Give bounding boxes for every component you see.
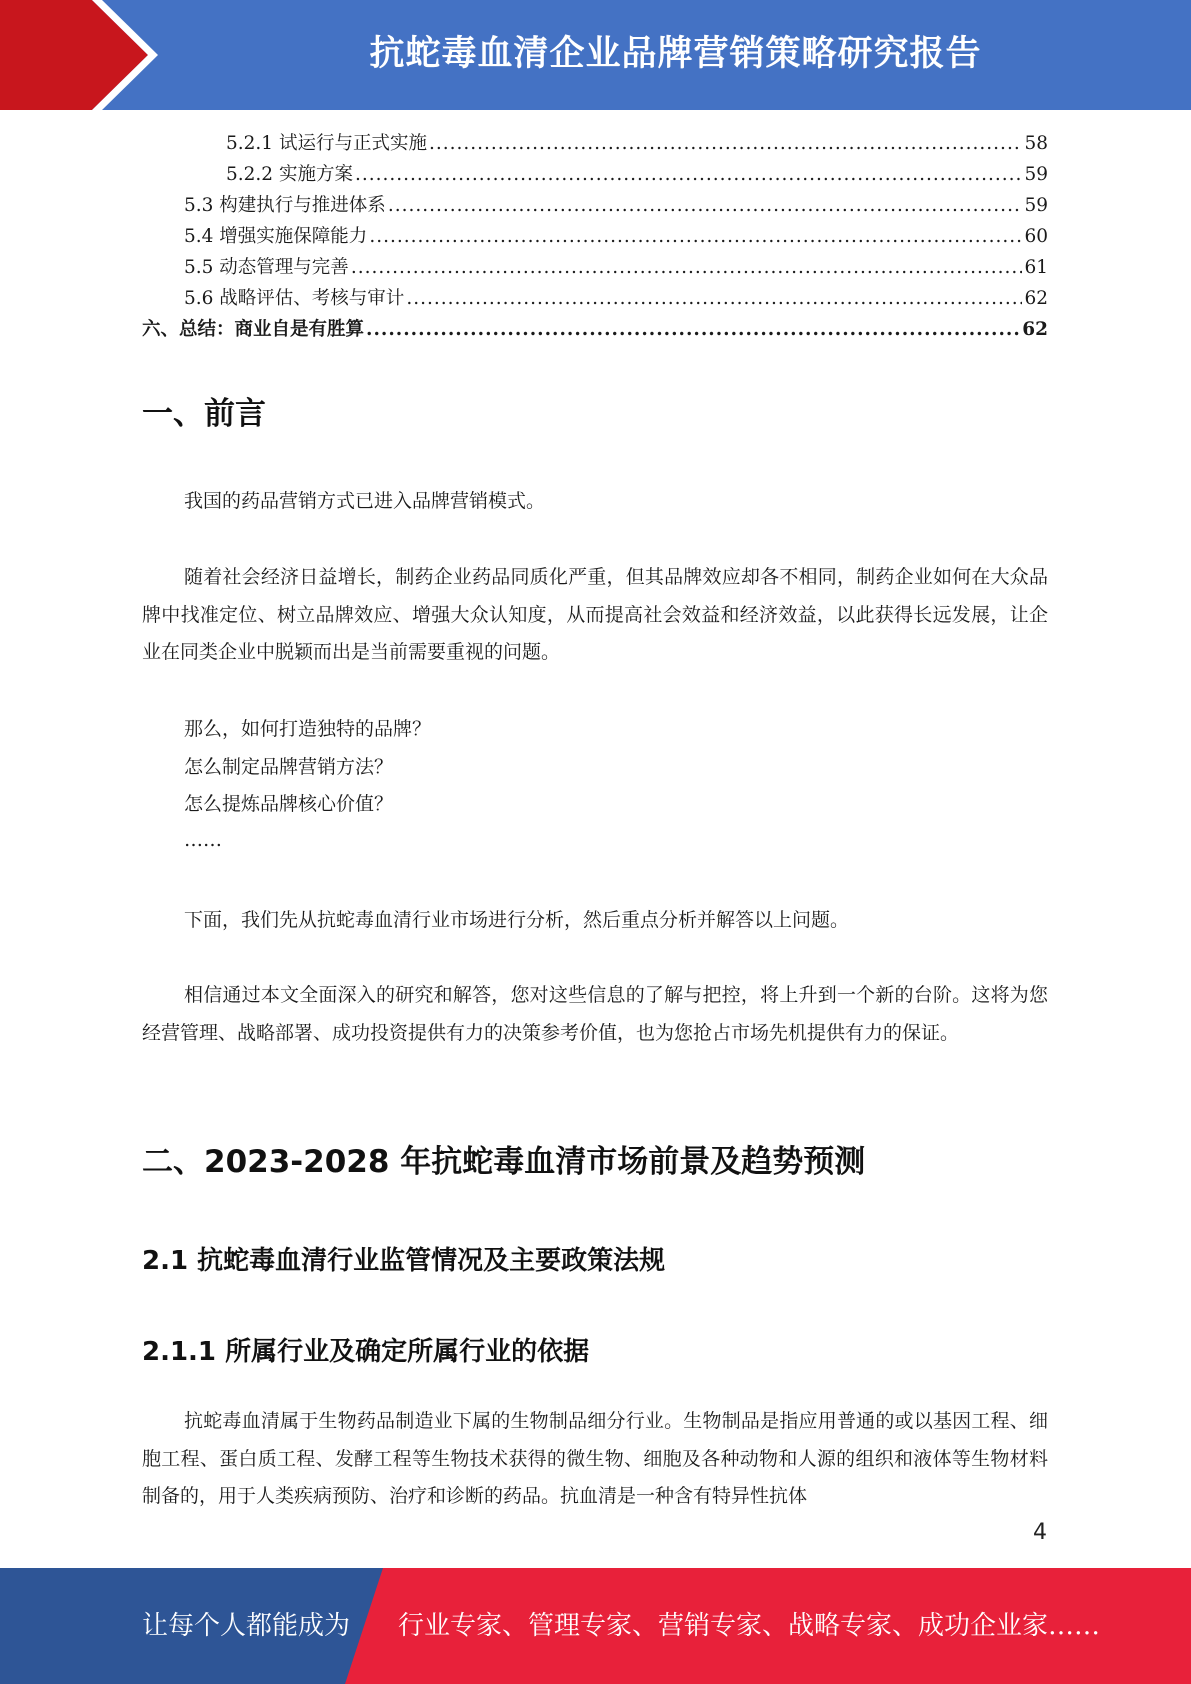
toc-entry-label: 5.3 构建执行与推进体系 <box>184 195 386 216</box>
toc-entry-label: 5.5 动态管理与完善 <box>184 257 349 278</box>
toc-entry-page: 59 <box>1024 195 1048 216</box>
page-footer <box>0 1568 1191 1684</box>
question-line: 那么，如何打造独特的品牌？ <box>184 718 432 740</box>
footer-slogan-left: 让每个人都能成为 <box>142 1611 351 1641</box>
toc-leader-dots <box>355 159 1023 190</box>
page-header <box>0 0 1191 110</box>
toc-entry-page: 62 <box>1022 319 1048 340</box>
ellipsis-line: …… <box>184 829 222 851</box>
paragraph: 抗蛇毒血清属于生物药品制造业下属的生物制品细分行业。生物制品是指应用普通的或以基因工程、细胞工程、蛋白质工程、发酵工程等生物技术获得的微生物、细胞及各种动物和人源的组织和液体等生物材料制备的，用于人类疾病预防、治疗和诊断的药品。抗血清是一种含有特异性抗体 <box>142 1410 1048 1507</box>
question-line: 怎么提炼品牌核心价值？ <box>184 793 394 815</box>
toc-entry[interactable] <box>142 221 1048 252</box>
toc-entry-label: 六、总结：商业自是有胜算 <box>142 319 365 340</box>
toc-entry-label: 5.4 增强实施保障能力 <box>184 226 368 247</box>
toc-leader-dots <box>388 190 1023 221</box>
toc-entry-label: 5.2.2 实施方案 <box>226 164 353 185</box>
toc-entry[interactable] <box>142 190 1048 221</box>
toc-leader-dots <box>406 283 1022 314</box>
toc-leader-dots <box>366 314 1020 345</box>
table-of-contents <box>142 128 1048 345</box>
toc-entry[interactable] <box>142 252 1048 283</box>
section-heading-market-forecast: 二、2023-2028 年抗蛇毒血清市场前景及趋势预测 <box>142 1144 866 1180</box>
toc-entry-page: 58 <box>1024 133 1048 154</box>
toc-leader-dots <box>369 221 1022 252</box>
section-heading-preface: 一、前言 <box>142 396 266 432</box>
footer-slogan-right: 行业专家、管理专家、营销专家、战略专家、成功企业家…… <box>398 1611 1101 1641</box>
toc-entry[interactable] <box>142 314 1048 345</box>
subsection-heading: 2.1 抗蛇毒血清行业监管情况及主要政策法规 <box>142 1246 666 1276</box>
toc-entry-page: 60 <box>1024 226 1048 247</box>
toc-entry[interactable] <box>142 283 1048 314</box>
toc-leader-dots <box>351 252 1023 283</box>
toc-entry-label: 5.6 战略评估、考核与审计 <box>184 288 405 309</box>
toc-entry-page: 59 <box>1024 164 1048 185</box>
toc-entry[interactable] <box>142 128 1048 159</box>
paragraph: 下面，我们先从抗蛇毒血清行业市场进行分析，然后重点分析并解答以上问题。 <box>184 909 850 931</box>
toc-entry[interactable] <box>142 159 1048 190</box>
toc-leader-dots <box>429 128 1022 159</box>
question-line: 怎么制定品牌营销方法？ <box>184 756 394 778</box>
header-red-arrow <box>0 0 148 110</box>
page-number: 4 <box>1033 1520 1047 1545</box>
toc-entry-label: 5.2.1 试运行与正式实施 <box>226 133 427 154</box>
subsection-heading: 2.1.1 所属行业及确定所属行业的依据 <box>142 1337 590 1367</box>
report-title: 抗蛇毒血清企业品牌营销策略研究报告 <box>369 34 982 74</box>
paragraph: 相信通过本文全面深入的研究和解答，您对这些信息的了解与把控，将上升到一个新的台阶。这将为您经营管理、战略部署、成功投资提供有力的决策参考价值，也为您抢占市场先机提供有力的保证。 <box>142 984 1048 1044</box>
paragraph: 我国的药品营销方式已进入品牌营销模式。 <box>184 490 546 512</box>
paragraph: 随着社会经济日益增长，制药企业药品同质化严重，但其品牌效应却各不相同，制药企业如何在大众品牌中找准定位、树立品牌效应、增强大众认知度，从而提高社会效益和经济效益，以此获得长远发展，让企业在同类企业中脱颖而出是当前需要重视的问题。 <box>142 566 1048 663</box>
toc-entry-page: 61 <box>1024 257 1048 278</box>
toc-entry-page: 62 <box>1024 288 1048 309</box>
